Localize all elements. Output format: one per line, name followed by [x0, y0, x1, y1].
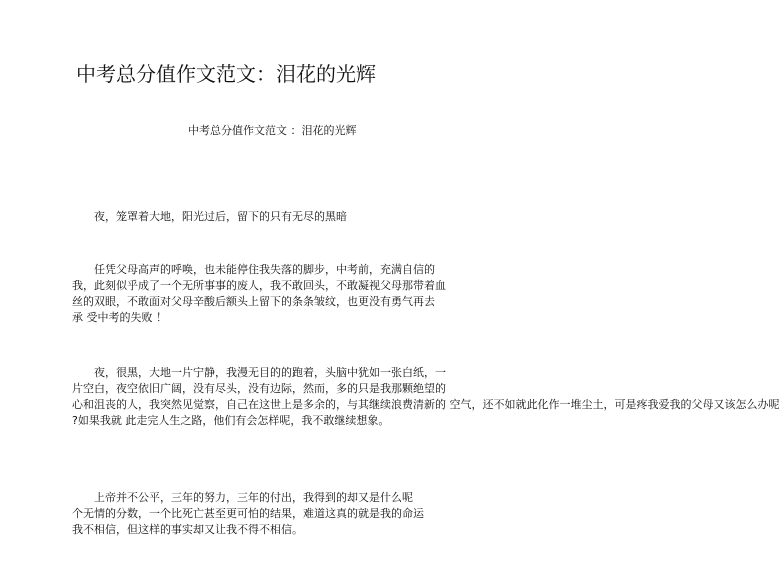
- paragraph-line: 心和沮丧的人，我突然见觉察，自己在这世上是多余的，与其继续浪费清新的 空气，还不如就此化作一堆尘土，可是疼我爱我的父母又该怎么办呢: [72, 398, 780, 411]
- paragraph-line: 承 受中考的失败 ！: [72, 311, 167, 324]
- paragraph-line: 丝的双眼，不敢面对父母辛酸后额头上留下的条条皱纹，也更没有勇气再去: [72, 295, 435, 308]
- paragraph-1: [72, 209, 432, 225]
- paragraph-line: 上帝并不公平，三年的努力，三年的付出，我得到的却又是什么呢: [72, 491, 413, 504]
- paragraph-line: 夜，很黑，大地一片宁静，我漫无目的的跑着，头脑中犹如一张白纸，一: [72, 366, 446, 379]
- paragraph-3: [72, 365, 780, 429]
- document-subtitle: 中考总分值作文范文 ：泪花的光辉: [188, 124, 357, 137]
- paragraph-line: 个无情的分数，一个比死亡甚至更可怕的结果，难道这真的就是我的命运: [72, 507, 424, 520]
- paragraph-4: [72, 490, 432, 538]
- paragraph-line: 片空白，夜空依旧广阔，没有尽头，没有边际，然而，多的只是我那颗绝望的: [72, 382, 446, 395]
- paragraph-line: ?如果我就 此走完人生之路，他们有会怎样呢，我不敢继续想象。: [72, 414, 390, 427]
- paragraph-line: 我，此刻似乎成了一个无所事事的废人，我不敢回头，不敢凝视父母那带着血: [72, 279, 446, 292]
- document-title: 中考总分值作文范文：泪花的光辉: [76, 62, 376, 86]
- paragraph-line: 任凭父母高声的呼唤，也未能停住我失落的脚步，中考前，充满自信的: [72, 263, 435, 276]
- paragraph-2: [72, 262, 446, 326]
- paragraph-line: 我不相信，但这样的事实却又让我不得不相信。: [72, 523, 303, 536]
- paragraph-line: 夜，笼罩着大地，阳光过后，留下的只有无尽的黑暗: [72, 210, 347, 223]
